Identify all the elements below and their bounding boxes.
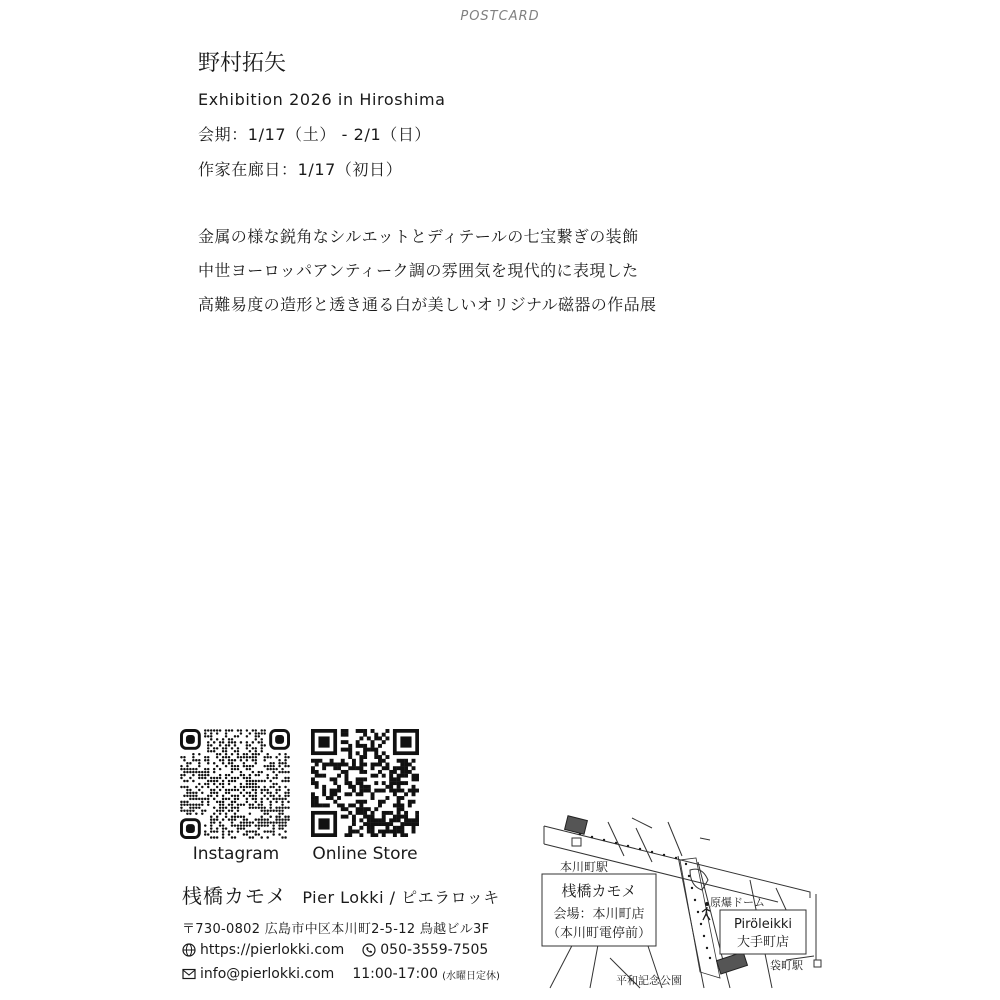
store2-branch: 大手町店 [736, 935, 790, 950]
opening-hours: 11:00-17:00 [352, 966, 439, 982]
station-hon-label: 本川町駅 [560, 860, 609, 874]
shop-name [182, 880, 500, 909]
store2-marker [717, 952, 748, 974]
instagram-qr-code[interactable] [180, 729, 290, 839]
artist-attendance: 作家在廊日：1/17（初日） [198, 160, 403, 179]
store2-name: Piröleikki [733, 917, 793, 932]
exhibition-title: Exhibition 2026 in Hiroshima [198, 90, 446, 109]
dome-label: 原爆ドーム [710, 896, 765, 909]
instagram-label: Instagram [192, 844, 280, 864]
map-venue-line3: （本川町電停前） [546, 926, 652, 941]
map-venue-line2: 会場：本川町店 [553, 907, 645, 922]
walker-icon [702, 902, 710, 920]
station-fukuro-label: 袋町駅 [770, 959, 803, 972]
contact-row [182, 966, 500, 982]
access-map [540, 810, 830, 990]
map-venue-name: 桟橋カモメ [561, 882, 637, 900]
website-link[interactable]: https://pierlokki.com [200, 942, 345, 958]
phone-number[interactable]: 050-3559-7505 [380, 942, 489, 958]
phone-icon [362, 943, 376, 957]
exhibition-period: 会期：1/17（土） - 2/1（日） [198, 125, 432, 144]
shop-address: 〒730-0802 広島市中区本川町2-5-12 鳥越ビル3F [182, 922, 490, 937]
closed-day: (水曜日定休) [442, 970, 500, 982]
mail-icon [182, 968, 196, 980]
artist-name: 野村拓矢 [198, 51, 287, 76]
shop-name-jp: 桟橋カモメ [182, 884, 287, 908]
online-store-qr-code[interactable] [311, 729, 419, 837]
contact-row [182, 942, 488, 958]
shop-name-en: Pier Lokki / ピエラロッキ [302, 888, 500, 907]
globe-icon [182, 943, 196, 957]
description-line: 金属の様な鋭角なシルエットとディテールの七宝繋ぎの装飾 [198, 227, 639, 246]
description-line: 高難易度の造形と透き通る白が美しいオリジナル磁器の作品展 [198, 295, 657, 314]
online-store-label: Online Store [312, 844, 418, 864]
email-link[interactable]: info@pierlokki.com [200, 966, 335, 982]
park-label: 平和記念公園 [616, 974, 682, 987]
description-line: 中世ヨーロッパアンティーク調の雰囲気を現代的に表現した [198, 261, 639, 280]
postcard-label: POSTCARD [460, 9, 540, 24]
